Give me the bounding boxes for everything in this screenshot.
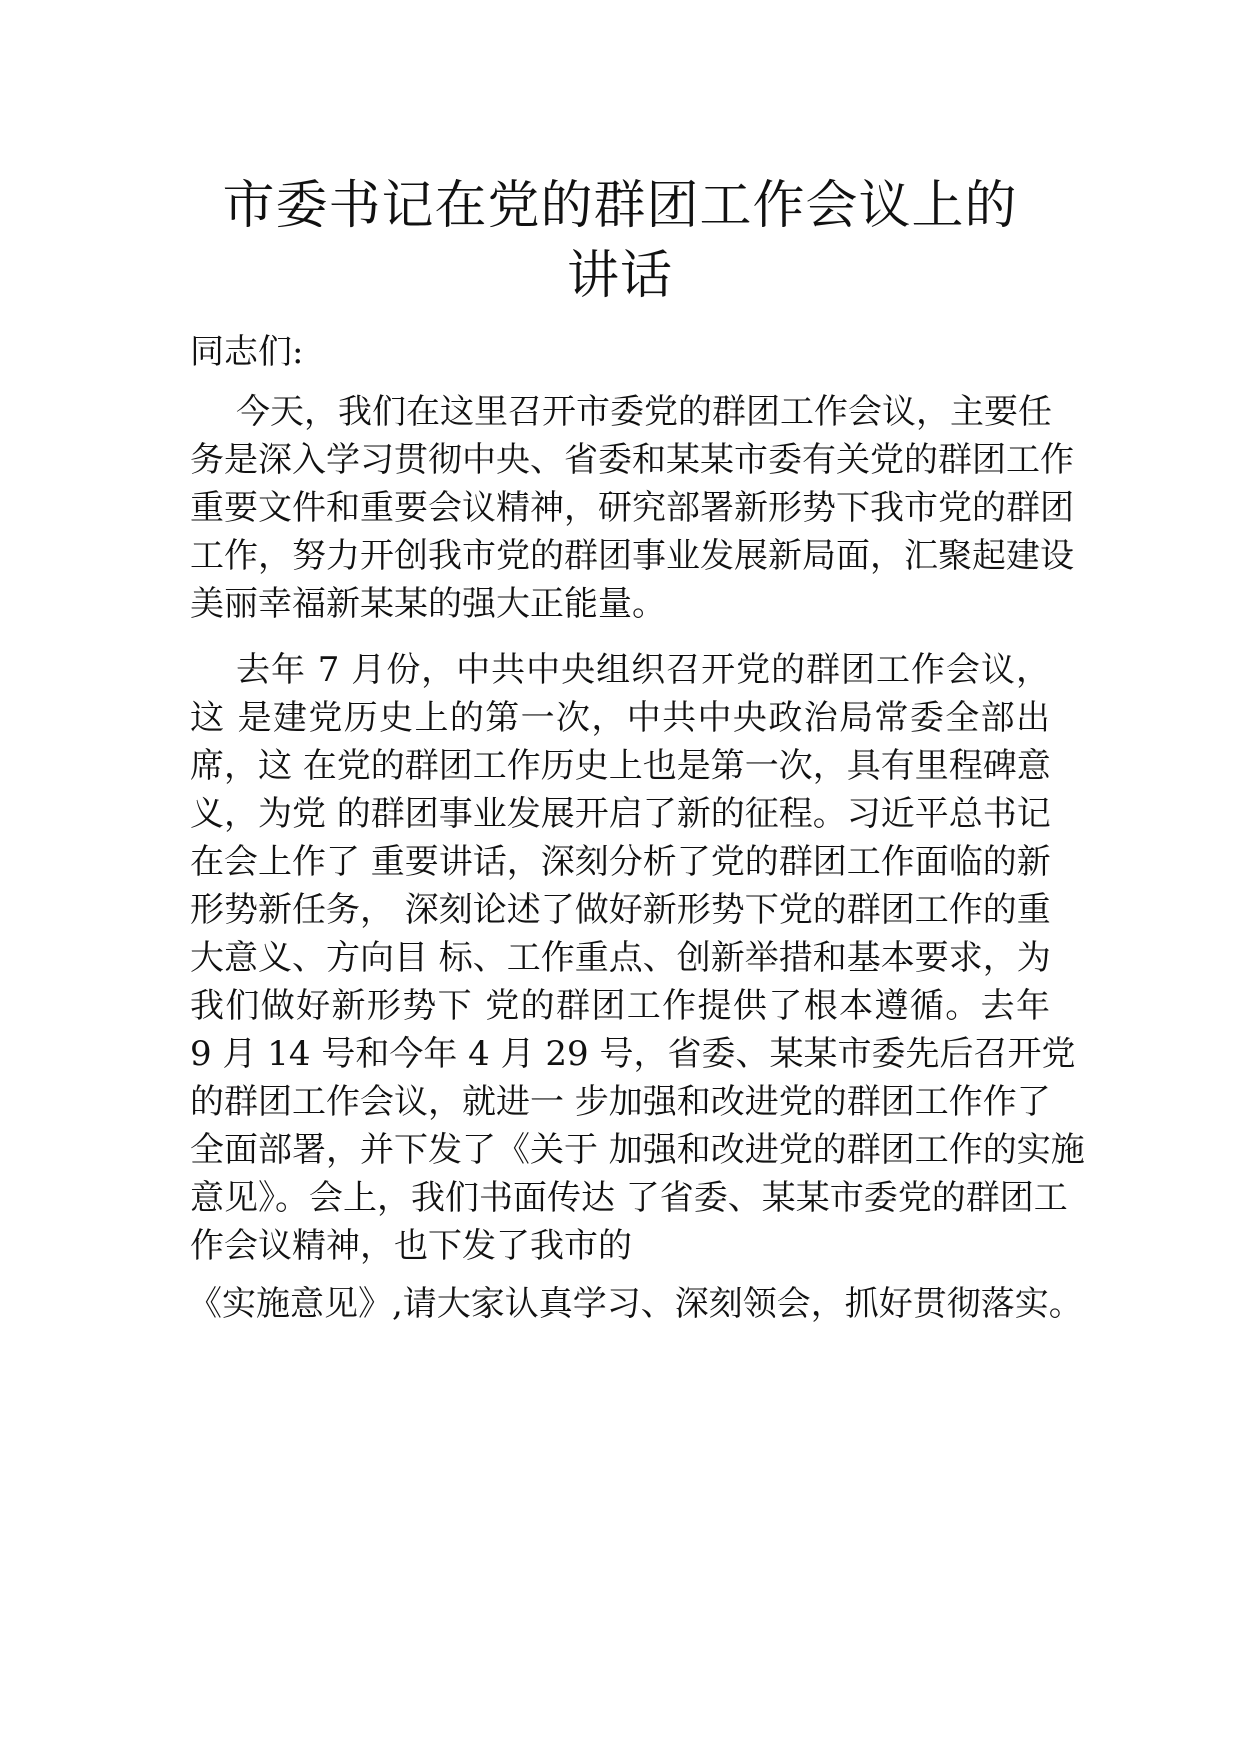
paragraph-2-line: 作会议精神，也下发了我市的 xyxy=(190,1226,632,1266)
paragraph-2-line: 这 是建党历史上的第一次，中共中央政治局常委全部出 xyxy=(190,698,1050,738)
paragraph-2-line: 形势新任务， 深刻论述了做好新形势下党的群团工作的重 xyxy=(190,890,1051,930)
paragraph-1-line: 美丽幸福新某某的强大正能量。 xyxy=(190,584,666,624)
paragraph-1-line: 重要文件和重要会议精神，研究部署新形势下我市党的群团 xyxy=(190,488,1074,528)
salutation: 同志们: xyxy=(190,332,304,372)
paragraph-1-line: 工作，努力开创我市党的群团事业发展新局面，汇聚起建设 xyxy=(190,536,1074,576)
paragraph-2-line: 席，这 在党的群团工作历史上也是第一次，具有里程碑意 xyxy=(190,746,1051,786)
paragraph-2-line: 去年 7 月份，中共中央组织召开党的群团工作会议， xyxy=(236,650,1050,690)
document-title-line-2: 讲话 xyxy=(566,246,673,306)
paragraph-2-line: 义，为党 的群团事业发展开启了新的征程。习近平总书记 xyxy=(190,794,1051,834)
paragraph-1-line: 今天，我们在这里召开市委党的群团工作会议，主要任 xyxy=(236,392,1052,432)
paragraph-2-line: 在会上作了 重要讲话，深刻分析了党的群团工作面临的新 xyxy=(190,842,1051,882)
paragraph-1-line: 务是深入学习贯彻中央、省委和某某市委有关党的群团工作 xyxy=(190,440,1074,480)
paragraph-2-line: 意见》。会上，我们书面传达 了省委、某某市委党的群团工 xyxy=(190,1178,1068,1218)
paragraph-2-line: 我们做好新形势下 党的群团工作提供了根本遵循。去年 xyxy=(190,986,1050,1026)
paragraph-2-line: 的群团工作会议，就进一 步加强和改进党的群团工作作了 xyxy=(190,1082,1051,1122)
paragraph-2-line: 9 月 14 号和今年 4 月 29 号，省委、某某市委先后召开党 xyxy=(190,1034,1076,1074)
document-title-line-1: 市委书记在党的群团工作会议上的 xyxy=(222,176,1018,236)
paragraph-2-line: 《实施意见》,请大家认真学习、深刻领会，抓好贯彻落实。 xyxy=(188,1284,1083,1324)
paragraph-2-line: 大意义、方向目 标、工作重点、创新举措和基本要求，为 xyxy=(190,938,1051,978)
paragraph-2-line: 全面部署，并下发了《关于 加强和改进党的群团工作的实施 xyxy=(190,1130,1085,1170)
